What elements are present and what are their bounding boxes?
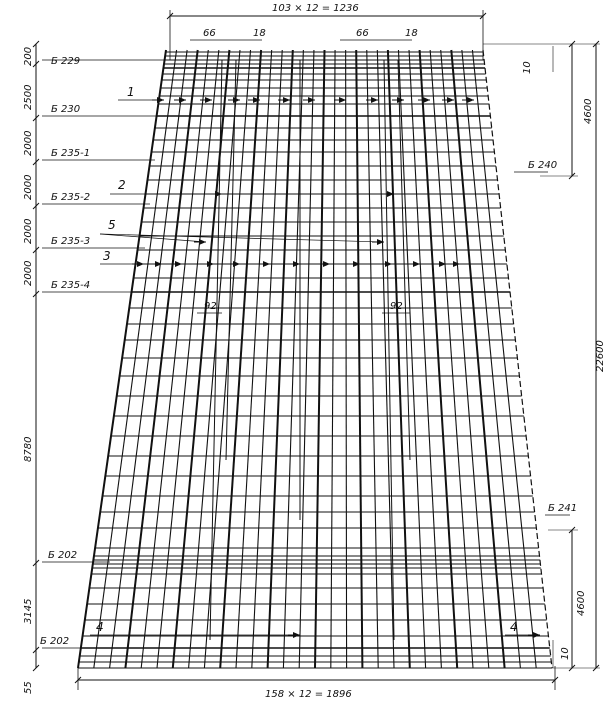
longitudinal-bar [141,50,208,668]
right-dim-10-top: 10 [522,61,533,74]
bar-label-b230: Б 230 [51,104,81,115]
longitudinal-bar [367,50,378,668]
left-dim-2000-d: 2000 [23,260,34,286]
longitudinal-bar [252,50,282,668]
left-dim-2000-a: 2000 [23,130,34,156]
right-dim-10-bottom: 10 [560,647,571,660]
bar-label-b241: Б 241 [548,503,578,514]
top-right-66: 66 [356,28,369,39]
longitudinal-bar [462,50,521,668]
pointer-1: 1 [127,85,135,99]
longitudinal-bar [94,50,177,668]
bar-label-b235-1: Б 235-1 [51,148,91,159]
top-left-18: 18 [253,28,266,39]
left-dim-2000-b: 2000 [23,174,34,200]
longitudinal-bar [346,50,347,668]
pointer-2: 2 [118,178,126,192]
bar-label-b240: Б 240 [528,160,558,171]
right-dim-4600-lower: 4600 [576,590,587,616]
longitudinal-bar [451,50,504,668]
bar-label-b235-2: Б 235-2 [51,192,91,203]
longitudinal-bar [356,50,362,668]
pointer-4-left: 4 [96,620,104,634]
right-dimension-lines [483,41,600,671]
longitudinal-bar [125,50,197,668]
bar-label-b202-upper: Б 202 [48,550,78,561]
top-right-18: 18 [405,28,418,39]
bar-label-b235-4: Б 235-4 [51,280,91,291]
longitudinal-bar [220,50,261,668]
longitudinal-bar [268,50,293,668]
reinforcement-mesh [78,50,552,668]
bottom-dimension-line [75,666,558,690]
bar-label-b235-3: Б 235-3 [51,236,91,247]
pointer-3: 3 [103,249,111,263]
cage-right-edge [483,50,552,668]
left-dim-2500: 2500 [23,84,34,110]
spacing-92-left: 92 [204,301,217,312]
left-dim-3145: 3145 [23,598,34,624]
left-dim-8780: 8780 [23,436,34,462]
bar-label-b229: Б 229 [51,56,81,67]
longitudinal-bar [315,50,325,668]
left-dim-55: 55 [23,681,34,694]
top-left-66: 66 [203,28,216,39]
bar-label-b202-lower: Б 202 [40,636,70,647]
spacing-92-right: 92 [390,301,403,312]
longitudinal-bar [157,50,219,668]
bottom-total-dimension: 158 × 12 = 1896 [265,689,352,700]
longitudinal-bar [331,50,335,668]
longitudinal-bar [398,50,425,668]
partial-bar [210,60,222,640]
left-dim-2000-c: 2000 [23,218,34,244]
longitudinal-bar [189,50,240,668]
pointer-5: 5 [108,218,116,232]
top-total-dimension: 103 × 12 = 1236 [272,3,359,14]
right-dim-4600-upper: 4600 [583,98,594,124]
pointer-4-right: 4 [510,620,518,634]
right-dim-22600: 22600 [595,340,606,372]
left-dim-200: 200 [23,46,34,66]
longitudinal-bar [173,50,230,668]
longitudinal-bar [299,50,314,668]
cage-left-edge [78,50,166,668]
